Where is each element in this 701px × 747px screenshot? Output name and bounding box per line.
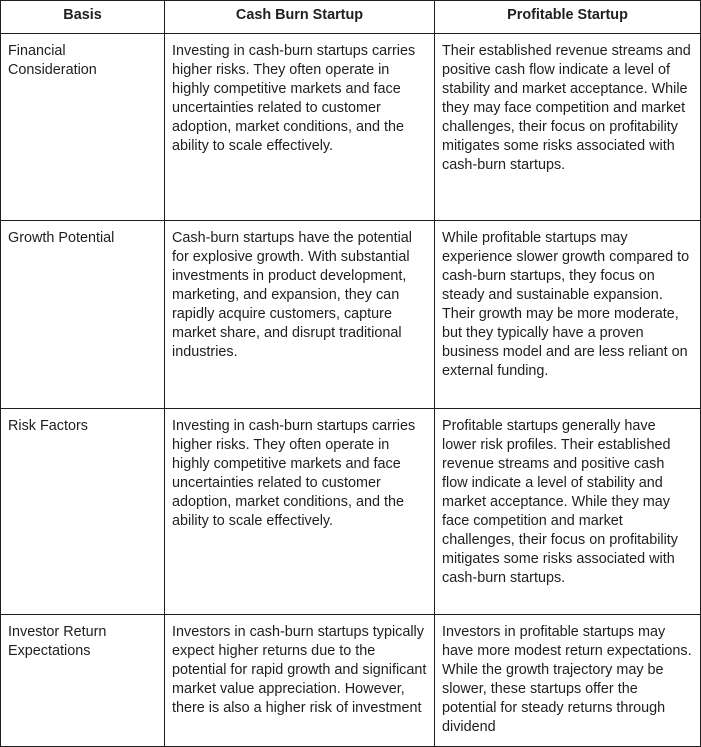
basis-financial-consideration: Financial Consideration [8, 43, 97, 78]
basis-cell [1, 34, 165, 221]
header-profitable-startup: Profitable Startup [435, 1, 701, 34]
cash-burn-cell: Investing in cash-burn startups carries higher risks. They often operate in highly competitive markets and face uncertainties related to customer adoption, market conditions, and the ability to scale effectively. [165, 409, 435, 615]
table-row [1, 615, 701, 747]
table-header-row [1, 1, 701, 34]
cash-burn-cell: Investing in cash-burn startups carries higher risks. They often operate in highly competitive markets and face uncertainties related to customer adoption, market conditions, and the ability to scale effectively. [165, 34, 435, 221]
profitable-cell: Investors in profitable startups may have more modest return expectations. While the growth trajectory may be slower, these startups offer the potential for steady returns through dividend [435, 615, 701, 747]
cash-burn-cell: Cash-burn startups have the potential for explosive growth. With substantial investments in product development, marketing, and expansion, they can rapidly acquire customers, capture market share, and disrupt traditional industries. [165, 221, 435, 409]
table-row [1, 409, 701, 615]
header-cash-burn-startup: Cash Burn Startup [165, 1, 435, 34]
basis-cell: Risk Factors [1, 409, 165, 615]
basis-cell [1, 615, 165, 747]
profitable-cell: Their established revenue streams and positive cash flow indicate a level of stability and market acceptance. While they may face competition and market challenges, their focus on profitability mitigates some risks associated with cash-burn startups. [435, 34, 701, 221]
cash-burn-cell: Investors in cash-burn startups typically expect higher returns due to the potential for rapid growth and significant market value appreciation. However, there is also a higher risk of investment [165, 615, 435, 747]
profitable-cell: Profitable startups generally have lower risk profiles. Their established revenue streams and positive cash flow indicate a level of stability and market acceptance. While they may face competition and market challenges, their focus on profitability mitigates some risks associated with cash-burn startups. [435, 409, 701, 615]
table-row [1, 34, 701, 221]
profitable-cell: While profitable startups may experience slower growth compared to cash-burn startups, they focus on steady and sustainable expansion. Their growth may be more moderate, but they typically have a proven business model and are less reliant on external funding. [435, 221, 701, 409]
basis-cell: Growth Potential [1, 221, 165, 409]
table-row [1, 221, 701, 409]
basis-investor-return-expectations: Investor Return Expectations [8, 624, 107, 659]
header-basis: Basis [1, 1, 165, 34]
